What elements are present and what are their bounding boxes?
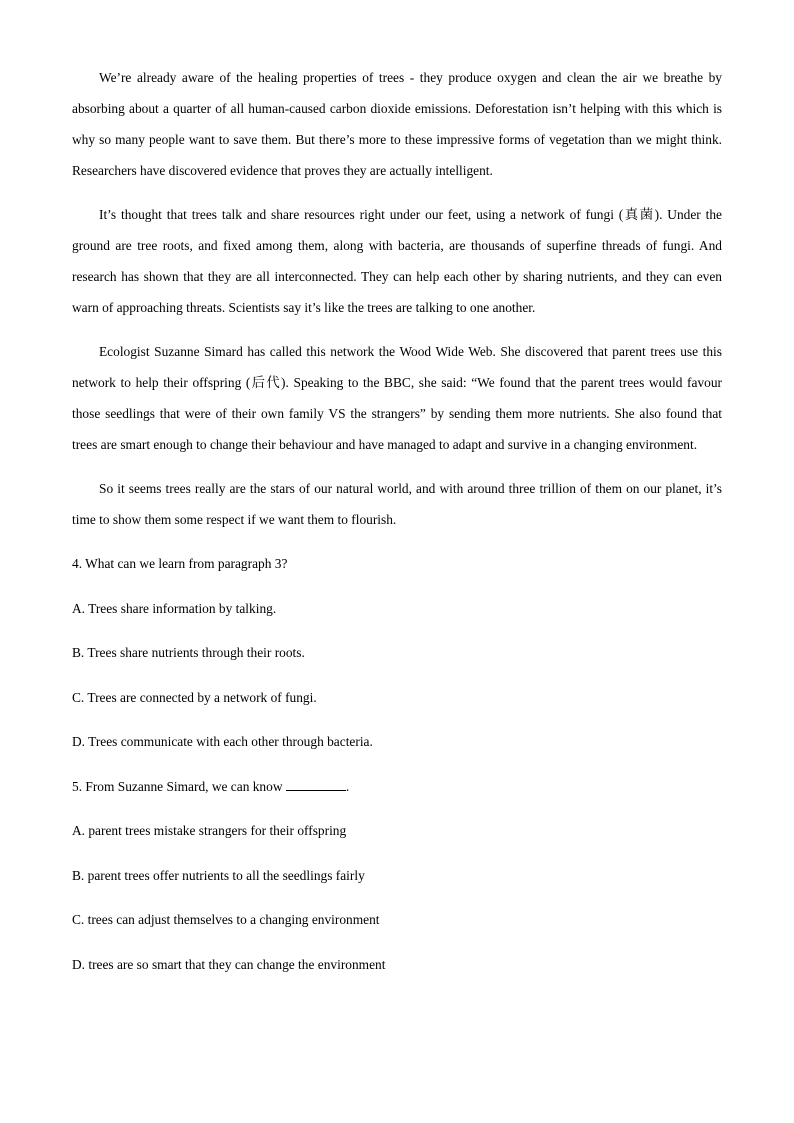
question-5-stem-end: .	[345, 778, 350, 794]
question-5-stem	[72, 771, 722, 802]
question-4-option-a: A. Trees share information by talking.	[72, 600, 277, 616]
question-5	[72, 771, 722, 980]
question-4-option-d: D. Trees communicate with each other through bacteria.	[72, 734, 373, 749]
passage-paragraph-4: So it seems trees really are the stars of our natural world, and with around three trillion of them on our planet, it’s time to show them some respect if we want them to flourish.	[72, 481, 722, 527]
question-5-option-d: D. trees are so smart that they can change the environment	[72, 956, 386, 972]
passage-paragraph-1: We’re already aware of the healing properties of trees - they produce oxygen and clean the air we breathe by absorbing about a quarter of all human-caused carbon dioxide emissions. Deforestation isn’t helping with this which is why so many people want to save them. But there’s more to these impressive forms of vegetation than we might think. Researchers have discovered evidence that proves they are actually intelligent.	[72, 70, 722, 178]
question-4-option-b: B. Trees share nutrients through their roots.	[72, 645, 305, 660]
question-4	[72, 548, 722, 757]
question-4-option-c: C. Trees are connected by a network of fungi.	[72, 689, 317, 705]
answer-blank	[286, 778, 346, 791]
question-5-stem-text: 5. From Suzanne Simard, we can know	[72, 778, 286, 794]
question-5-option-c: C. trees can adjust themselves to a changing environment	[72, 912, 380, 927]
question-5-option-a: A. parent trees mistake strangers for their offspring	[72, 823, 347, 838]
passage-paragraph-3: Ecologist Suzanne Simard has called this network the Wood Wide Web. She discovered that parent trees use this network to help their offspring (后代). Speaking to the BBC, she said: “We found that the parent trees would favour those seedlings that were of their own family VS the strangers” by sending them more nutrients. She also found that trees are smart enough to change their behaviour and have managed to adapt and survive in a changing environment.	[72, 344, 722, 452]
passage-paragraph-2: It’s thought that trees talk and share resources right under our feet, using a network of fungi (真菌). Under the ground are tree roots, and fixed among them, along with bacteria, are thousands of superfine threads of fungi. And research has shown that they are all interconnected. They can help each other by sharing nutrients, and they can even warn of approaching threats. Scientists say it’s like the trees are talking to one another.	[72, 207, 722, 315]
question-4-stem: 4. What can we learn from paragraph 3?	[72, 556, 288, 571]
document-page	[72, 62, 722, 993]
question-5-option-b: B. parent trees offer nutrients to all the seedlings fairly	[72, 867, 365, 883]
